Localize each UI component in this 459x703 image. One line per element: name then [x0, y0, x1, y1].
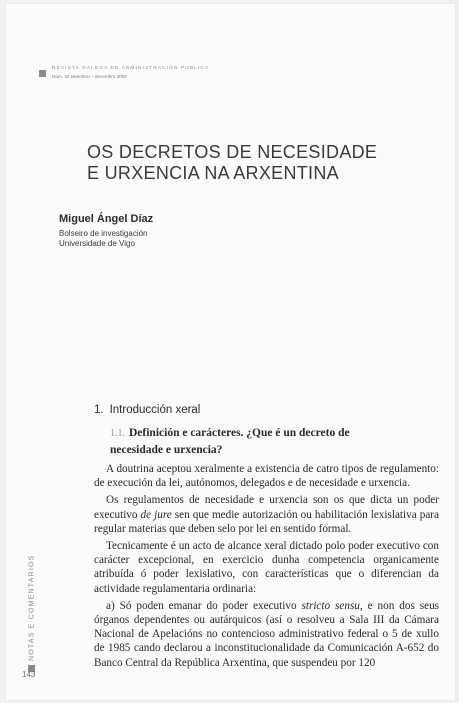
paragraph-1: A doutrina aceptou xeralmente a existencia de catro tipos de regulamento: de execución da lei, autónomos, delegados e de necesidade e urxencia. — [94, 463, 439, 490]
section-number: 1. — [94, 404, 104, 416]
page — [6, 4, 455, 700]
paragraph-4: a) Só poden emanar do poder executivo stricto sensu, e non dos seus órganos dependentes ou autárquicos (así o resolveu a Sala III da Cámara Nacional de Apelacións no contencioso administrativo federal o 5 de xullo de 1985 cando declarou a inconstitucionalidade da Comunicación A-652 do Banco Central da República Arxentina, que suspendeu por 120 — [94, 599, 440, 669]
issue-info: Núm. 32 setembro – decembro 2002 — [52, 74, 127, 79]
header-square-marker — [39, 70, 46, 77]
affiliation-line-1: Bolseiro de investigación — [59, 229, 148, 238]
subsection-number: 1.1. — [110, 428, 125, 439]
title-line-2: E URXENCIA NA ARXENTINA — [87, 163, 339, 183]
title-line-1: OS DECRETOS DE NECESIDADE — [87, 142, 378, 162]
article-title — [87, 142, 387, 184]
latin-term: stricto sensu — [301, 599, 360, 612]
subsection-title: Definición e carácteres. ¿Que é un decreto de necesidade e urxencia? — [110, 427, 350, 456]
latin-term: de jure — [140, 508, 172, 521]
subsection-heading — [110, 425, 400, 458]
journal-name: REVISTA GALEGA DE ADMINISTRACIÓN PÚBLICA — [52, 66, 210, 71]
paragraph-3: Tecnicamente é un acto de alcance xeral dictado polo poder executivo con carácter excepcional, en exercicio dunha competencia organicamente atribuída ó poder lexislativo, con características que o diferencian da actividade regulamentaria ordinaria: — [94, 540, 439, 595]
section-title: Introducción xeral — [109, 404, 201, 416]
author-affiliation — [59, 229, 148, 249]
section-side-label: NOTAS E COMENTARIOS — [28, 554, 35, 672]
body-text — [94, 462, 439, 670]
author-name: Miguel Ángel Díaz — [59, 213, 154, 225]
section-heading — [94, 404, 200, 416]
page-number: 143 — [22, 670, 36, 679]
affiliation-line-2: Universidade de Vigo — [59, 239, 135, 248]
paragraph-2: Os regulamentos de necesidade e urxencia son os que dicta un poder executivo de jure sen que medie autorización ou habilitación lexislativa para regular materias que deben selo por lei en sentido formal. — [94, 494, 439, 535]
